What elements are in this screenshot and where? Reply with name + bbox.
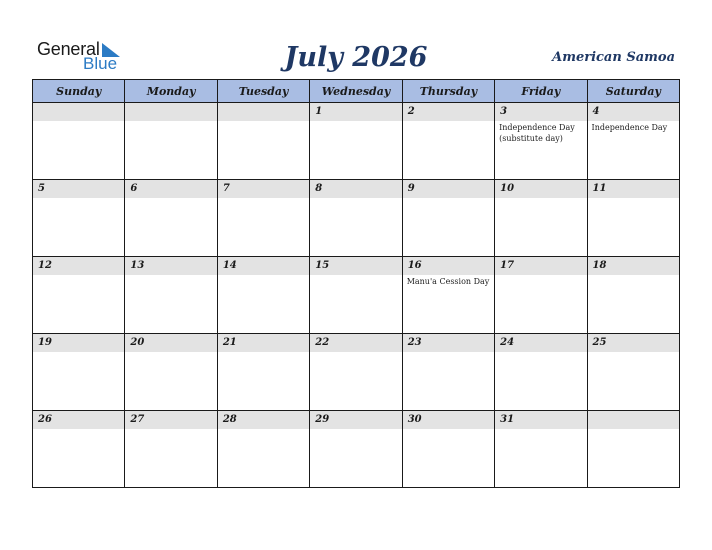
holiday-label [403, 429, 494, 430]
week-row [33, 334, 680, 411]
day-cell [402, 257, 494, 334]
day-number: 10 [495, 180, 586, 198]
day-number: 22 [310, 334, 401, 352]
week-row [33, 180, 680, 257]
day-number: 30 [403, 411, 494, 429]
day-cell [217, 103, 309, 180]
calendar-title: July 2026 [284, 42, 428, 73]
day-cell [33, 257, 125, 334]
holiday-label [33, 429, 124, 430]
holiday-label [218, 121, 309, 122]
day-cell [217, 257, 309, 334]
holiday-label: Independence Day (substitute day) [499, 123, 575, 143]
day-number: 15 [310, 257, 401, 275]
day-number: 3 [495, 103, 586, 121]
holiday-label [125, 198, 216, 199]
holiday-label [310, 429, 401, 430]
day-number: 18 [588, 257, 679, 275]
holiday-label [588, 275, 679, 276]
holiday-label [310, 121, 401, 122]
day-cell [125, 180, 217, 257]
day-cell [310, 411, 402, 488]
day-number: 1 [310, 103, 401, 121]
weekday-header: Tuesday [217, 80, 309, 103]
logo-blue-text: Blue [83, 54, 118, 73]
day-number: 31 [495, 411, 586, 429]
day-number: 8 [310, 180, 401, 198]
day-cell [310, 103, 402, 180]
day-cell [402, 180, 494, 257]
holiday-label [310, 275, 401, 276]
day-cell [217, 180, 309, 257]
day-cell [217, 411, 309, 488]
weekday-header: Sunday [33, 80, 125, 103]
day-cell [587, 257, 679, 334]
day-number: 6 [125, 180, 216, 198]
day-cell [310, 180, 402, 257]
holiday-label [125, 121, 216, 122]
day-cell [217, 334, 309, 411]
day-number: 5 [33, 180, 124, 198]
day-number: 7 [218, 180, 309, 198]
holiday-label [403, 198, 494, 199]
weekday-header: Friday [495, 80, 587, 103]
holiday-label [33, 275, 124, 276]
holiday-label [403, 352, 494, 353]
day-cell [495, 334, 587, 411]
day-cell [495, 411, 587, 488]
weekday-header: Monday [125, 80, 217, 103]
day-number: 21 [218, 334, 309, 352]
day-cell [587, 180, 679, 257]
weekday-header: Thursday [402, 80, 494, 103]
day-cell [402, 334, 494, 411]
holiday-label [310, 198, 401, 199]
day-cell [402, 411, 494, 488]
holiday-label [588, 429, 679, 430]
day-cell [587, 334, 679, 411]
holiday-label [403, 121, 494, 122]
day-cell [310, 257, 402, 334]
day-number [33, 103, 124, 121]
day-cell [33, 103, 125, 180]
day-number [218, 103, 309, 121]
day-number: 16 [403, 257, 494, 275]
holiday-label [218, 352, 309, 353]
weekday-header: Saturday [587, 80, 679, 103]
day-number: 13 [125, 257, 216, 275]
holiday-label [33, 352, 124, 353]
holiday-label [588, 352, 679, 353]
day-cell [33, 334, 125, 411]
week-row [33, 411, 680, 488]
holiday-label [125, 352, 216, 353]
region-name: American Samoa [552, 50, 675, 65]
day-cell [125, 334, 217, 411]
day-number: 11 [588, 180, 679, 198]
holiday-label [495, 352, 586, 353]
day-cell [33, 411, 125, 488]
holiday-label [33, 121, 124, 122]
weekday-header-row [33, 80, 680, 103]
holiday-label [495, 429, 586, 430]
day-number: 26 [33, 411, 124, 429]
holiday-label [33, 198, 124, 199]
holiday-label [310, 352, 401, 353]
holiday-label [218, 275, 309, 276]
day-number: 2 [403, 103, 494, 121]
day-cell [402, 103, 494, 180]
day-number: 29 [310, 411, 401, 429]
day-number: 9 [403, 180, 494, 198]
holiday-label [495, 198, 586, 199]
day-number [125, 103, 216, 121]
holiday-label: Independence Day [591, 123, 668, 132]
day-number: 12 [33, 257, 124, 275]
holiday-label [495, 275, 586, 276]
day-number: 17 [495, 257, 586, 275]
calendar-grid [32, 79, 680, 488]
day-cell [125, 411, 217, 488]
day-number: 24 [495, 334, 586, 352]
day-cell [495, 180, 587, 257]
weekday-header: Wednesday [310, 80, 402, 103]
day-number: 23 [403, 334, 494, 352]
holiday-label [218, 198, 309, 199]
day-number: 28 [218, 411, 309, 429]
day-cell [125, 103, 217, 180]
day-number [588, 411, 679, 429]
day-number: 4 [588, 103, 679, 121]
week-row [33, 257, 680, 334]
holiday-label [218, 429, 309, 430]
day-number: 20 [125, 334, 216, 352]
week-row [33, 103, 680, 180]
day-number: 14 [218, 257, 309, 275]
day-cell [495, 103, 587, 180]
holiday-label: Manu'a Cession Day [406, 277, 490, 286]
day-cell [125, 257, 217, 334]
day-cell [495, 257, 587, 334]
holiday-label [125, 429, 216, 430]
day-cell [587, 103, 679, 180]
day-cell [310, 334, 402, 411]
holiday-label [125, 275, 216, 276]
day-number: 27 [125, 411, 216, 429]
logo-general-text: General [37, 39, 100, 59]
day-number: 19 [33, 334, 124, 352]
day-cell [587, 411, 679, 488]
holiday-label [588, 198, 679, 199]
day-cell [33, 180, 125, 257]
day-number: 25 [588, 334, 679, 352]
